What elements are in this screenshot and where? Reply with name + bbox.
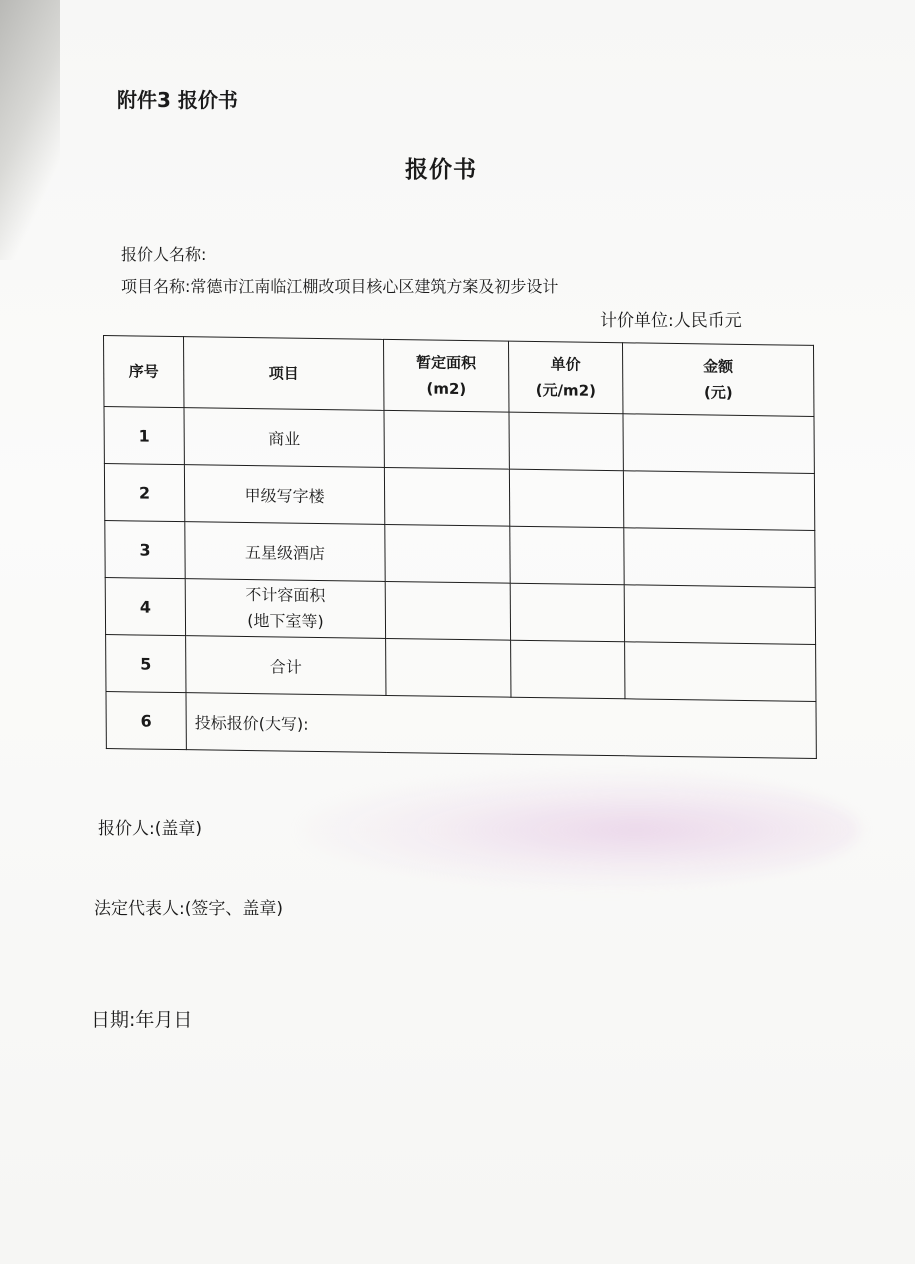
row-seq: 5 [106,635,186,693]
bidder-name-label: 报价人名称: [121,245,207,264]
row-unit-price-cell [510,526,624,585]
row-area-cell [385,581,510,640]
row-amount-cell [623,414,814,474]
header-seq: 序号 [104,336,184,408]
table-row [106,635,816,702]
table-row [104,464,814,531]
row-item: 商业 [184,408,384,468]
row-item: 甲级写字楼 [184,465,384,525]
row-area-cell [384,467,509,526]
header-amount-line1: 金额 [703,357,734,376]
header-area [383,339,508,412]
light-glare [300,770,860,890]
header-amount [622,343,813,417]
row-unit-price-cell [509,412,623,471]
header-unit-price-line1: 单价 [550,355,581,374]
row-seq: 1 [104,407,184,465]
row-amount-cell [623,471,814,531]
row-item-line1: 不计容面积 [245,584,326,606]
project-name-line: 项目名称:常德市江南临江棚改项目核心区建筑方案及初步设计 [121,277,559,296]
row-seq: 4 [105,578,185,636]
header-unit-price-line2: (元/m2) [535,381,597,400]
header-area-line2: (m2) [426,379,467,399]
table-row [105,578,815,645]
row-area-cell [385,524,510,583]
row-item: 五星级酒店 [185,522,385,582]
row-amount-cell [625,642,816,702]
header-area-line1: 暂定面积 [416,353,477,373]
row-item-line2: (地下室等) [247,611,324,632]
row-amount-cell [624,528,815,588]
header-item: 项目 [184,337,384,411]
row-seq: 2 [104,464,184,522]
table-header-row [104,336,814,417]
table-row [104,407,814,474]
table-row [105,521,815,588]
row-unit-price-cell [509,469,623,528]
row-unit-price-cell [510,583,624,642]
row-unit-price-cell [511,640,625,699]
row-seq: 3 [105,521,185,579]
table-row-total-bid [106,692,816,759]
bidder-seal-line: 报价人:(盖章) [98,819,202,839]
legal-representative-line: 法定代表人:(签字、盖章) [94,899,283,919]
row-amount-cell [624,585,815,645]
row-seq: 6 [106,692,186,750]
header-amount-line2: (元) [703,383,733,402]
bid-amount-in-words: 投标报价(大写): [186,693,816,759]
row-area-cell [386,638,511,697]
attachment-label: 附件3 报价书 [117,88,238,112]
currency-note: 计价单位:人民币元 [600,311,742,331]
page-corner-shadow [0,0,60,260]
row-item: 合计 [186,636,386,696]
page-title: 报价书 [405,157,477,183]
date-line: 日期:年月日 [91,1009,193,1031]
header-unit-price [508,341,622,414]
row-area-cell [384,410,509,469]
row-item [185,579,385,639]
quote-table [103,335,817,759]
